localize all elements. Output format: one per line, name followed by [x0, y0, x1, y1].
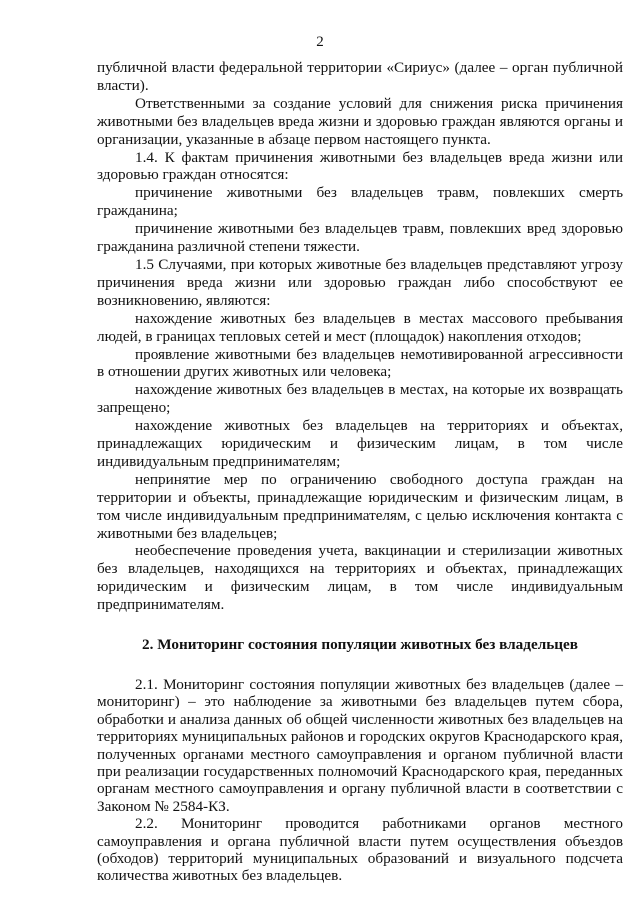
list-item-private-territories: нахождение животных без владельцев на территориях и объектах, принадлежащих юридическим и физическим лицам, в том числе индивидуальным предпринимателям;	[97, 417, 623, 470]
list-item-aggression: проявление животными без владельцев немотивированной агрессивности в отношении других животных или человека;	[97, 345, 623, 381]
list-item-forbidden-places: нахождение животных без владельцев в местах, на которые их возвращать запрещено;	[97, 381, 623, 417]
list-item-harm-health: причинение животными без владельцев травм, повлекших вред здоровью гражданина различной степени тяжести.	[97, 220, 623, 256]
document-body	[97, 59, 623, 885]
section-2-body	[97, 676, 623, 885]
paragraph-continuation: публичной власти федеральной территории «Сириус» (далее – орган публичной власти).	[97, 59, 623, 94]
list-item-harm-death: причинение животными без владельцев травм, повлекших смерть гражданина;	[97, 184, 623, 220]
list-item-public-places: нахождение животных без владельцев в местах массового пребывания людей, в границах тепловых сетей и мест (площадок) накопления отходов;	[97, 309, 623, 345]
paragraph-1-4: 1.4. К фактам причинения животными без владельцев вреда жизни или здоровью граждан относятся:	[97, 148, 623, 184]
paragraph-2-2: 2.2. Мониторинг проводится работниками органов местного самоуправления и органа публичной власти путем осуществления объездов (обходов) территорий муниципальных образований и визуального подсчета количества животных без владельцев.	[97, 815, 623, 885]
section-2-heading: 2. Мониторинг состояния популяции животных без владельцев	[142, 636, 578, 654]
paragraph-responsible-parties: Ответственными за создание условий для снижения риска причинения животными без владельцев вреда жизни и здоровью граждан являются органы и организации, указанные в абзаце первом настоящего пункта.	[97, 94, 623, 148]
list-item-access-restriction: непринятие мер по ограничению свободного доступа граждан на территории и объекты, принадлежащие юридическим и физическим лицам, в том числе индивидуальным предпринимателям, с целью исключения контакта с животными без владельцев;	[97, 470, 623, 542]
page-number: 2	[316, 34, 324, 50]
paragraph-2-1: 2.1. Мониторинг состояния популяции животных без владельцев (далее – мониторинг) – это наблюдение за животными без владельцев путем сбора, обработки и анализа данных об общей численности животных без владельцев на территориях муниципальных районов и городских округов Краснодарского края, полученных органами местного самоуправления и органом публичной власти при реализации государственных полномочий Краснодарского края, переданных органам местного самоуправления и органу публичной власти в соответствии с Законом № 2584-КЗ.	[97, 676, 623, 815]
list-item-vaccination: необеспечение проведения учета, вакцинации и стерилизации животных без владельцев, находящихся на территориях и объектах, принадлежащих юридическим и физическим лицам, в том числе индивидуальным предпринимателям.	[97, 542, 623, 614]
paragraph-1-5: 1.5 Случаями, при которых животные без владельцев представляют угрозу причинения вреда жизни или здоровью граждан либо способствуют ее возникновению, являются:	[97, 255, 623, 309]
